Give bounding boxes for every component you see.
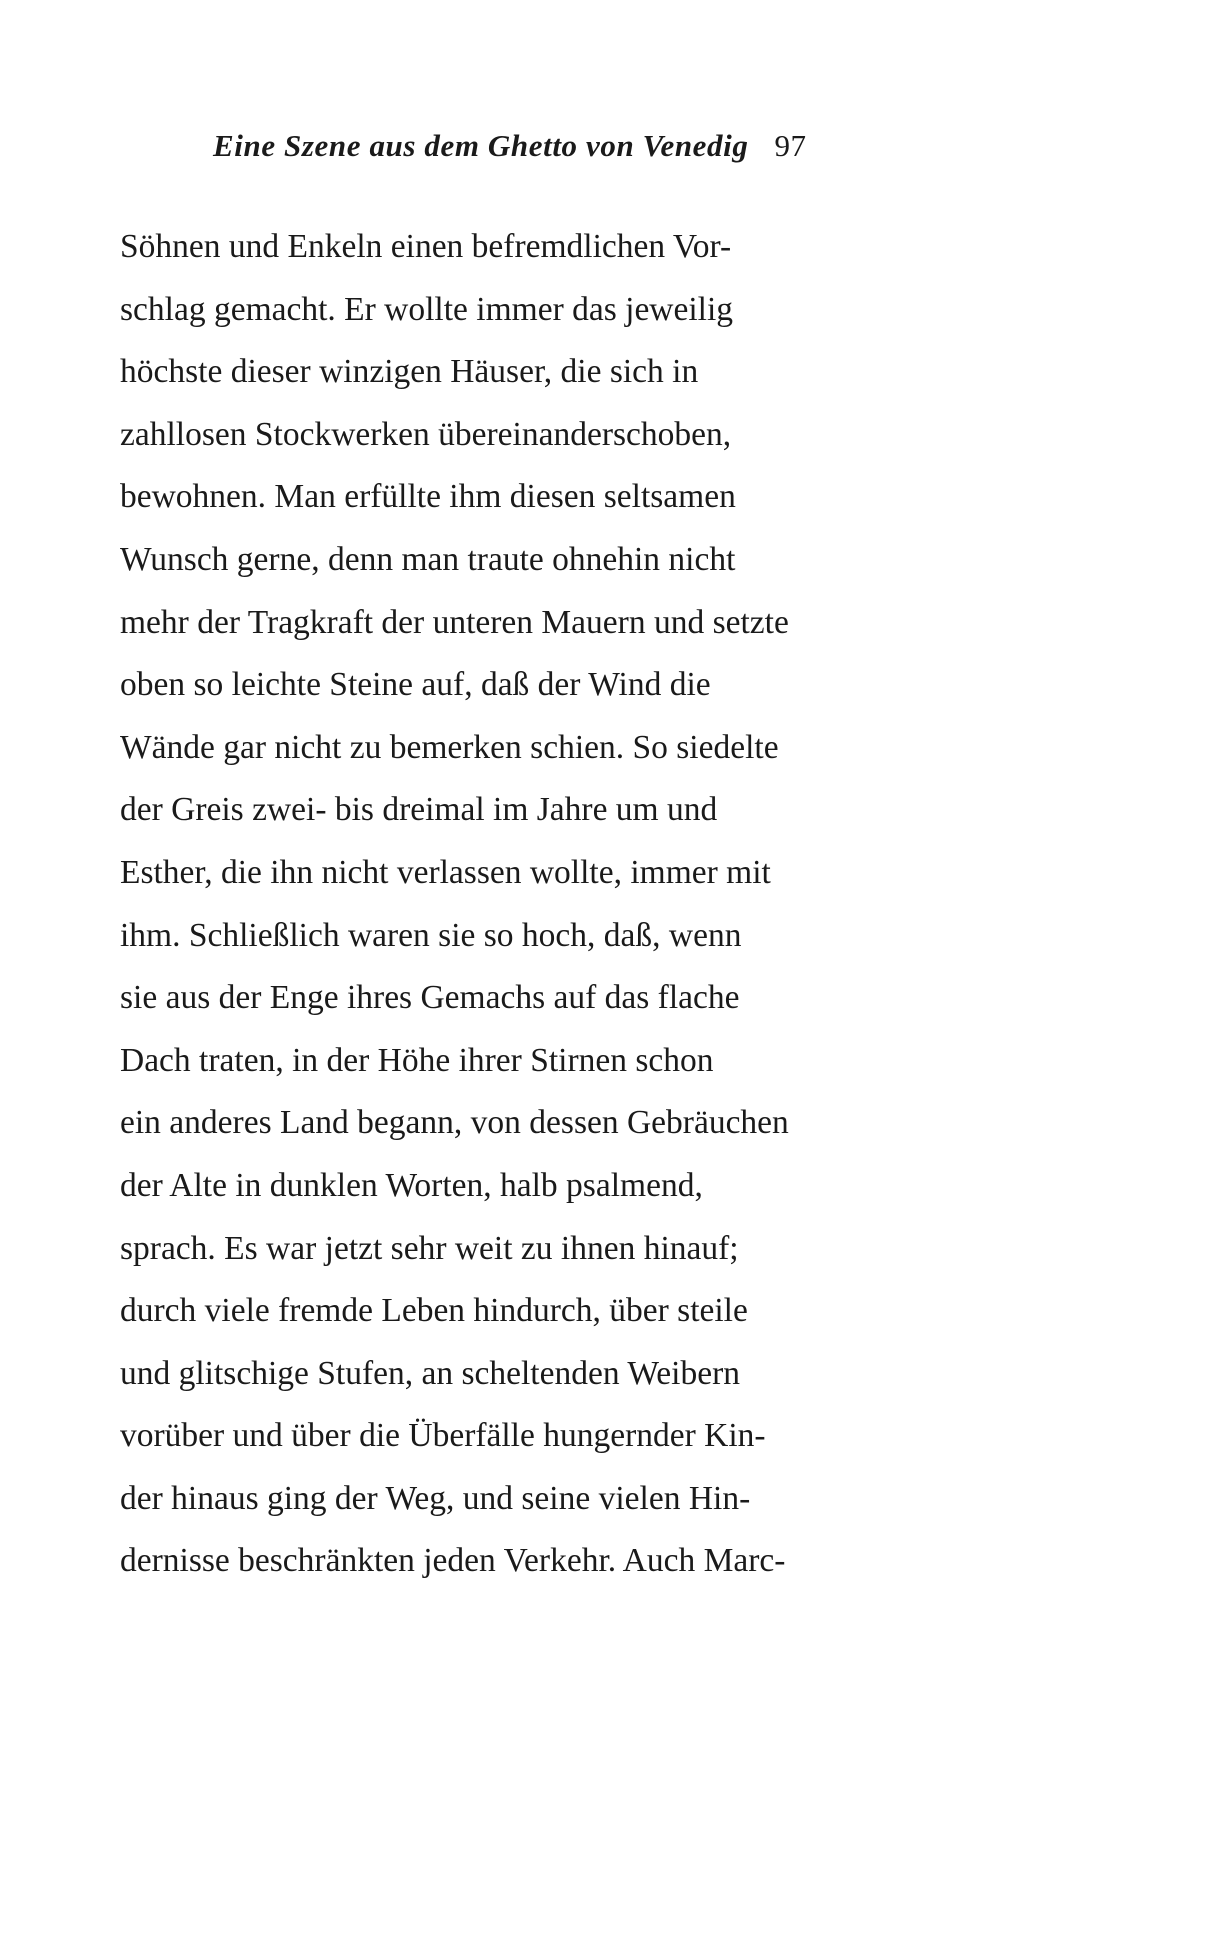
text-line: sie aus der Enge ihres Gemachs auf das flache (120, 979, 740, 1017)
text-line: ein anderes Land begann, von dessen Gebräuchen (120, 1104, 789, 1142)
text-line: durch viele fremde Leben hindurch, über steile (120, 1292, 748, 1330)
text-line: Wände gar nicht zu bemerken schien. So siedelte (120, 728, 779, 766)
text-line: sprach. Es war jetzt sehr weit zu ihnen hinauf; (120, 1229, 739, 1267)
text-line: Söhnen und Enkeln einen befremdlichen Vor- (120, 228, 732, 265)
text-line: und glitschige Stufen, an scheltenden Weibern (120, 1354, 740, 1392)
text-line: Dach traten, in der Höhe ihrer Stirnen schon (120, 1041, 714, 1079)
text-line: schlag gemacht. Er wollte immer das jeweilig (120, 290, 734, 328)
text-line: dernisse beschränkten jeden Verkehr. Auch Marc- (120, 1542, 786, 1580)
page-header (213, 128, 993, 164)
text-line: der Alte in dunklen Worten, halb psalmend, (120, 1166, 703, 1204)
text-line: vorüber und über die Überfälle hungernder Kin- (120, 1417, 766, 1455)
text-line: der hinaus ging der Weg, und seine vielen Hin- (120, 1479, 751, 1517)
text-line: ihm. Schließlich waren sie so hoch, daß, wenn (120, 916, 742, 954)
text-line: der Greis zwei- bis dreimal im Jahre um und (120, 791, 718, 829)
text-line: höchste dieser winzigen Häuser, die sich in (120, 353, 699, 391)
page-number: 97 (774, 128, 807, 163)
text-line: Esther, die ihn nicht verlassen wollte, immer mit (120, 853, 771, 891)
running-title: Eine Szene aus dem Ghetto von Venedig (213, 128, 749, 163)
text-line: Wunsch gerne, denn man traute ohnehin nicht (120, 540, 736, 578)
text-line: mehr der Tragkraft der unteren Mauern und setzte (120, 603, 789, 641)
text-line: oben so leichte Steine auf, daß der Wind die (120, 666, 711, 704)
text-line: zahllosen Stockwerken übereinanderschoben, (120, 415, 732, 453)
text-line: bewohnen. Man erfüllte ihm diesen seltsamen (120, 478, 736, 516)
body-text (120, 216, 992, 1593)
